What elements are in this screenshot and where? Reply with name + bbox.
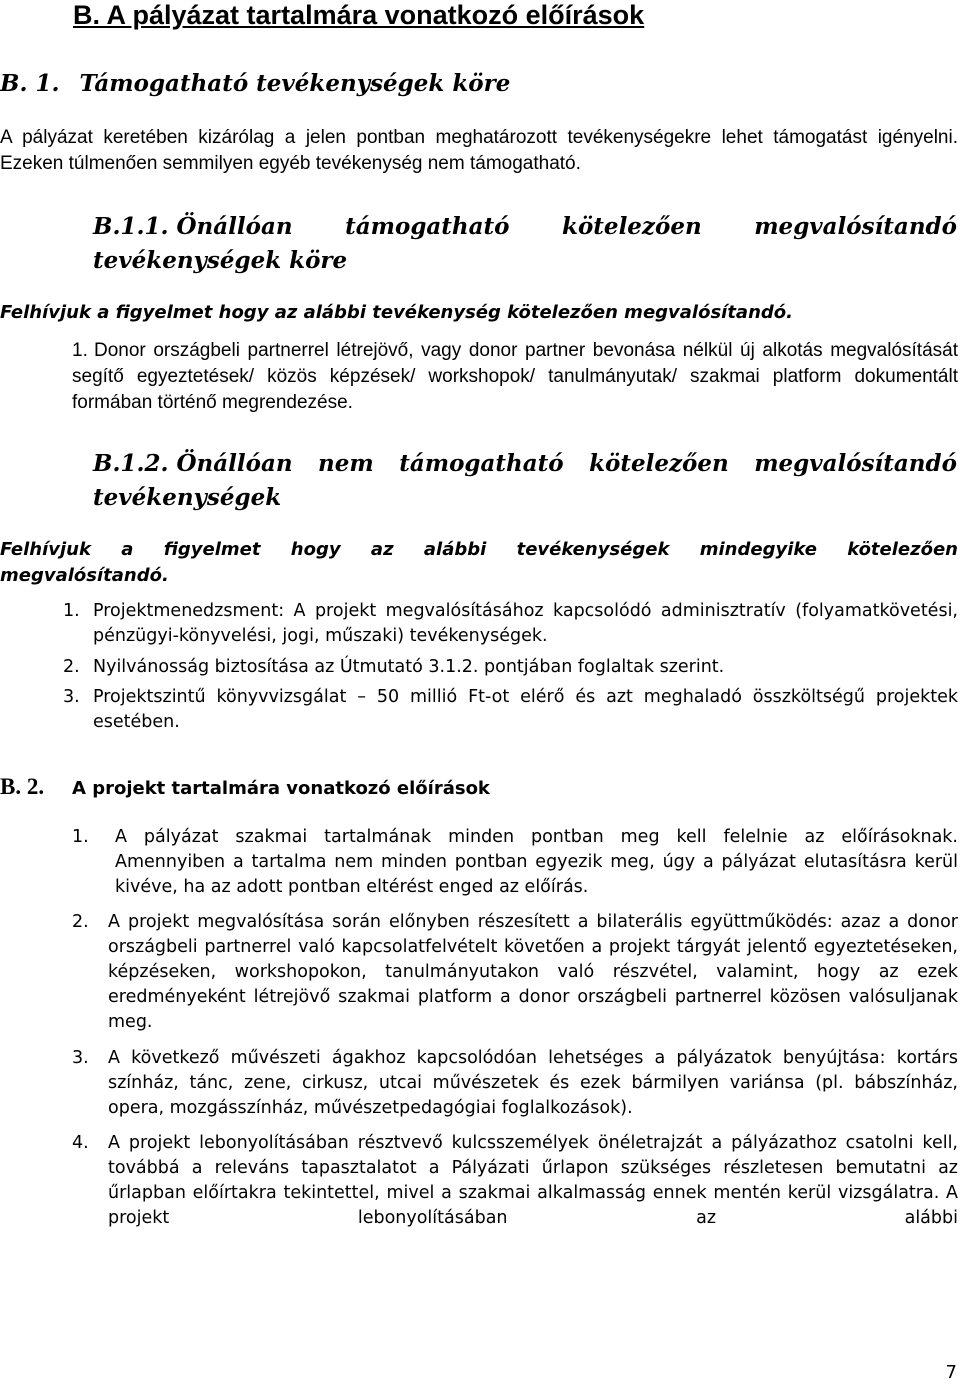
notice-line: Felhívjuk a figyelmet hogy az alábbi tevékenységek mindegyike kötelezően [0, 539, 958, 560]
heading-line: tevékenységek köre [93, 247, 348, 274]
list-item-number: 3. [63, 687, 80, 707]
list-item-number: 1. [63, 601, 80, 621]
section-heading: B. A pályázat tartalmára vonatkozó előírások [73, 0, 645, 30]
heading-word: támogatható [345, 213, 510, 240]
subsection-title: Támogatható tevékenységek köre [79, 70, 511, 97]
heading-word: B.1.2. Önállóan [93, 450, 293, 477]
page-number: 7 [945, 1362, 957, 1383]
list-item-text: A pályázat szakmai tartalmának minden pontban meg kell felelnie az előírásoknak. Amennyiben a tartalma nem minden pontban egyezik meg, úgy a pályázat elutasításra kerül kivéve, ha az adott pontban eltérést enged az előírás. [115, 827, 958, 897]
list-item-text: Projektszintű könyvvizsgálat – 50 millió Ft-ot elérő és azt meghaladó összköltségű projektek esetében. [93, 687, 958, 732]
subsection-title: A projekt tartalmára vonatkozó előírások [72, 778, 490, 799]
heading-word: B.1.1. Önállóan [93, 213, 293, 240]
list-item [72, 910, 958, 1035]
list-item-number: 2. [72, 912, 89, 932]
subsection-heading-b1 [0, 68, 510, 100]
subsubsection-heading-b12 [93, 447, 957, 515]
list-item [63, 685, 958, 735]
notice-line: megvalósítandó. [0, 565, 169, 586]
list-item [72, 1131, 958, 1231]
heading-word: támogatható [399, 450, 564, 477]
list-item-text: A projekt megvalósítása során előnyben részesített a bilaterális együttműködés: azaz a donor országbeli partnerrel való kapcsolatfelvételt követően a projekt tárgyát jelentő egyeztetéseken, képzéseken, workshopokon, tanulmányutakon való részvétel, valamint, hogy az ezek eredményeként létrejövő szakmai platform a donor országbeli partnerrel közösen valósuljanak meg. [108, 912, 958, 1032]
list-item-number: 1. [72, 827, 89, 847]
list-item-text: Donor országbeli partnerrel létrejövő, vagy donor partner bevonása nélkül új alkotás megvalósítását segítő egyeztetések/ közös képzések/ workshopok/ tanulmányutak/ szakmai platform dokumentált formában történő megrendezése. [72, 340, 958, 413]
heading-word: megvalósítandó [754, 213, 957, 240]
subsection-number: B. 2. [0, 774, 45, 799]
list-item [72, 338, 958, 416]
list-item [63, 655, 958, 680]
notice-text [0, 537, 958, 589]
subsection-heading-b2 [0, 771, 490, 805]
list-item [63, 599, 958, 649]
list-item-text: A következő művészeti ágakhoz kapcsolódóan lehetséges a pályázatok benyújtása: kortárs színház, tánc, zene, cirkusz, utcai művészetek és ezek bármilyen variánsa (pl. bábszínház, opera, mozgásszínház, művészetpedagógiai foglalkozások). [108, 1048, 958, 1118]
list-item [72, 1046, 958, 1121]
heading-word: kötelezően [562, 213, 702, 240]
list-item [72, 825, 958, 900]
list-item-number: 3. [72, 1048, 89, 1068]
heading-word: nem [318, 450, 374, 477]
subsubsection-heading-b11 [93, 210, 957, 278]
subsection-number: B. 1. [0, 70, 60, 97]
list-item-number: 1. [72, 340, 88, 361]
heading-word: kötelezően [589, 450, 729, 477]
heading-line [93, 447, 957, 481]
notice-text: Felhívjuk a figyelmet hogy az alábbi tevékenység kötelezően megvalósítandó. [0, 302, 793, 323]
heading-word: megvalósítandó [754, 450, 957, 477]
list-item-text: Nyilvánosság biztosítása az Útmutató 3.1.2. pontjában foglaltak szerint. [93, 657, 725, 677]
list-item-number: 4. [72, 1133, 89, 1153]
list-item-text: A projekt lebonyolításában résztvevő kulcsszemélyek önéletrajzát a pályázathoz csatolni kell, továbbá a releváns tapasztalatot a Pályázati űrlapon szükséges részletesen bemutatni az űrlapban előírtakra tekintettel, mivel a szakmai alkalmasság ennek mentén kerül vizsgálatra. A projekt lebonyolításában az alábbi [108, 1133, 958, 1228]
list-item-number: 2. [63, 657, 80, 677]
heading-line: tevékenységek [93, 484, 282, 511]
intro-paragraph: A pályázat keretében kizárólag a jelen pontban meghatározott tevékenységekre lehet támogatást igényelni. Ezeken túlmenően semmilyen egyéb tevékenység nem támogatható. [0, 127, 958, 174]
heading-line [93, 210, 957, 244]
list-item-text: Projektmenedzsment: A projekt megvalósításához kapcsolódó adminisztratív (folyamatkövetési, pénzügyi-könyvelési, jogi, műszaki) tevékenységek. [93, 601, 958, 646]
